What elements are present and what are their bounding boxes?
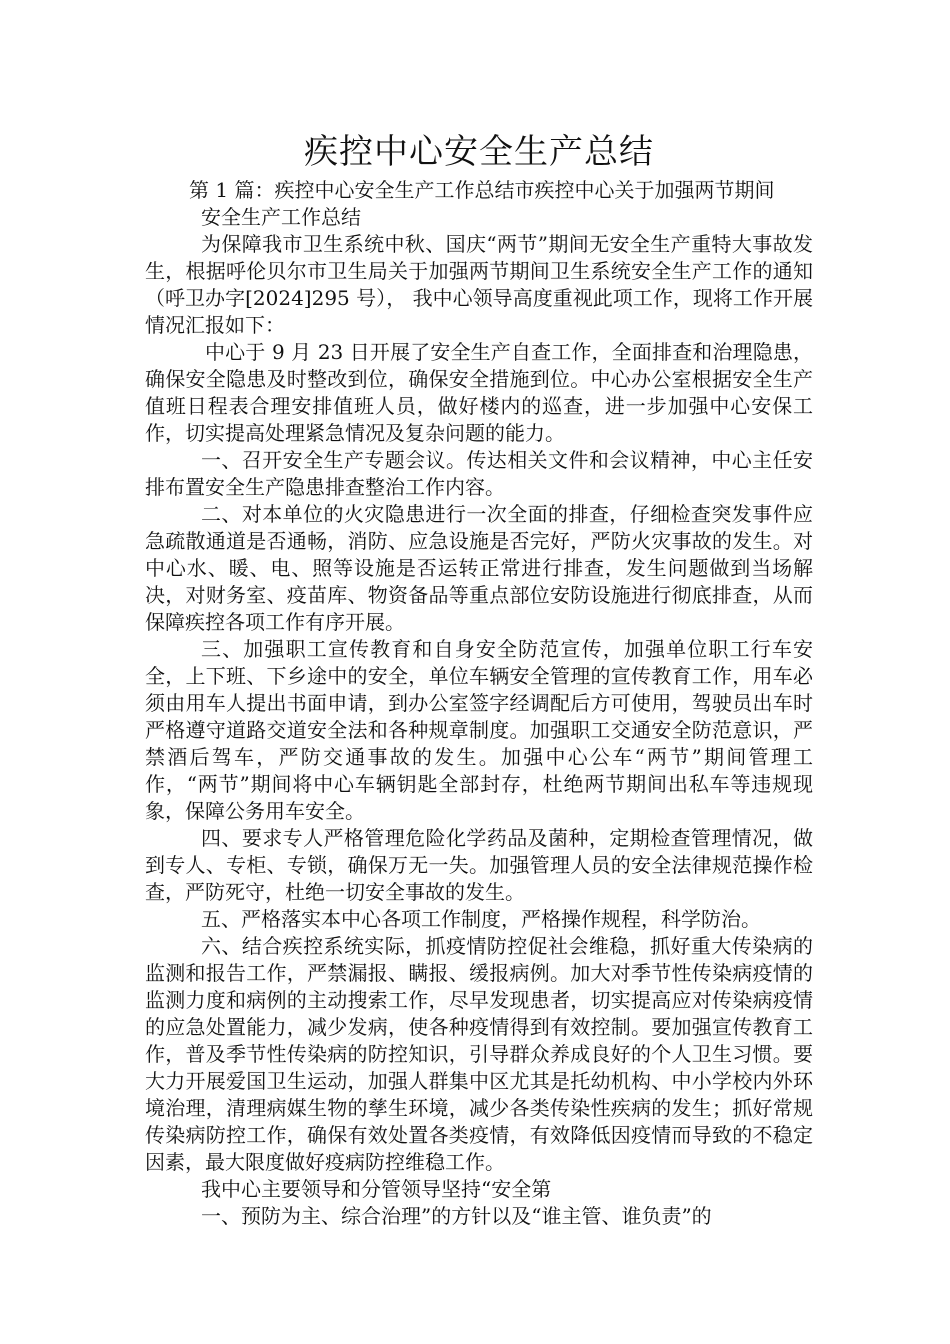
paragraph-item-4: 四、要求专人严格管理危险化学药品及菌种，定期检查管理情况，做到专人、专柜、专锁，确保万无一失。加强管理人员的安全法律规范操作检查，严防死守，杜绝一切安全事故的发生。: [145, 826, 813, 904]
paragraph-item-1: 一、召开安全生产专题会议。传达相关文件和会议精神，中心主任安排布置安全生产隐患排查整治工作内容。: [145, 448, 813, 499]
paragraph-item-3: 三、加强职工宣传教育和自身安全防范宣传，加强单位职工行车安全，上下班、下乡途中的安全，单位车辆安全管理的宣传教育工作，用车必须由用车人提出书面申请，到办公室签字经调配后方可使用，驾驶员出车时严格遵守道路交道安全法和各种规章制度。加强职工交通安全防范意识，严禁酒后驾车，严防交通事故的发生。加强中心公车“两节”期间管理工作，“两节”期间将中心车辆钥匙全部封存，杜绝两节期间出私车等违规现象，保障公务用车安全。: [145, 637, 813, 823]
document-title: 疾控中心安全生产总结: [304, 132, 654, 172]
paragraph-item-5: 五、严格落实本中心各项工作制度，严格操作规程，科学防治。: [201, 907, 761, 931]
paragraph-item-6: 六、结合疾控系统实际，抓疫情防控促社会维稳，抓好重大传染病的监测和报告工作，严禁漏报、瞒报、缓报病例。加大对季节性传染病疫情的监测力度和病例的主动搜索工作，尽早发现患者，切实提高应对传染病疫情的应急处置能力，减少发病，使各种疫情得到有效控制。要加强宣传教育工作，普及季节性传染病的防控知识，引导群众养成良好的个人卫生习惯。要大力开展爱国卫生运动，加强人群集中区尤其是托幼机构、中小学校内外环境治理，清理病媒生物的孳生环境，减少各类传染性疾病的发生；抓好常规传染病防控工作，确保有效处置各类疫情，有效降低因疫情而导致的不稳定因素，最大限度做好疫病防控维稳工作。: [145, 934, 813, 1174]
paragraph-heading: 安全生产工作总结: [201, 205, 361, 229]
paragraph-selfcheck: 中心于 9 月 23 日开展了安全生产自查工作，全面排查和治理隐患，确保安全隐患及时整改到位，确保安全措施到位。中心办公室根据安全生产值班日程表合理安排值班人员，做好楼内的巡查，进一步加强中心安保工作，切实提高处理紧急情况及复杂问题的能力。: [145, 340, 813, 445]
paragraph-intro: 为保障我市卫生系统中秋、国庆“两节”期间无安全生产重特大事故发生，根据呼伦贝尔市卫生局关于加强两节期间卫生系统安全生产工作的通知（呼卫办字[2024]295 号）， 我中心领导高度重视此项工作，现将工作开展情况汇报如下：: [145, 232, 813, 337]
paragraph-item-2: 二、对本单位的火灾隐患进行一次全面的排查，仔细检查突发事件应急疏散通道是否通畅，消防、应急设施是否完好，严防火灾事故的发生。对中心水、暖、电、照等设施是否运转正常进行排查，发生问题做到当场解决，对财务室、疫苗库、物资备品等重点部位安防设施进行彻底排查，从而保障疾控各项工作有序开展。: [145, 502, 813, 634]
document-subtitle: 第 1 篇：疾控中心安全生产工作总结市疾控中心关于加强两节期间: [189, 178, 775, 202]
paragraph-leadership: 我中心主要领导和分管领导坚持“安全第: [201, 1177, 552, 1201]
paragraph-policy: 一、预防为主、综合治理”的方针以及“谁主管、谁负责”的: [201, 1204, 712, 1228]
document-page: [145, 128, 813, 1230]
